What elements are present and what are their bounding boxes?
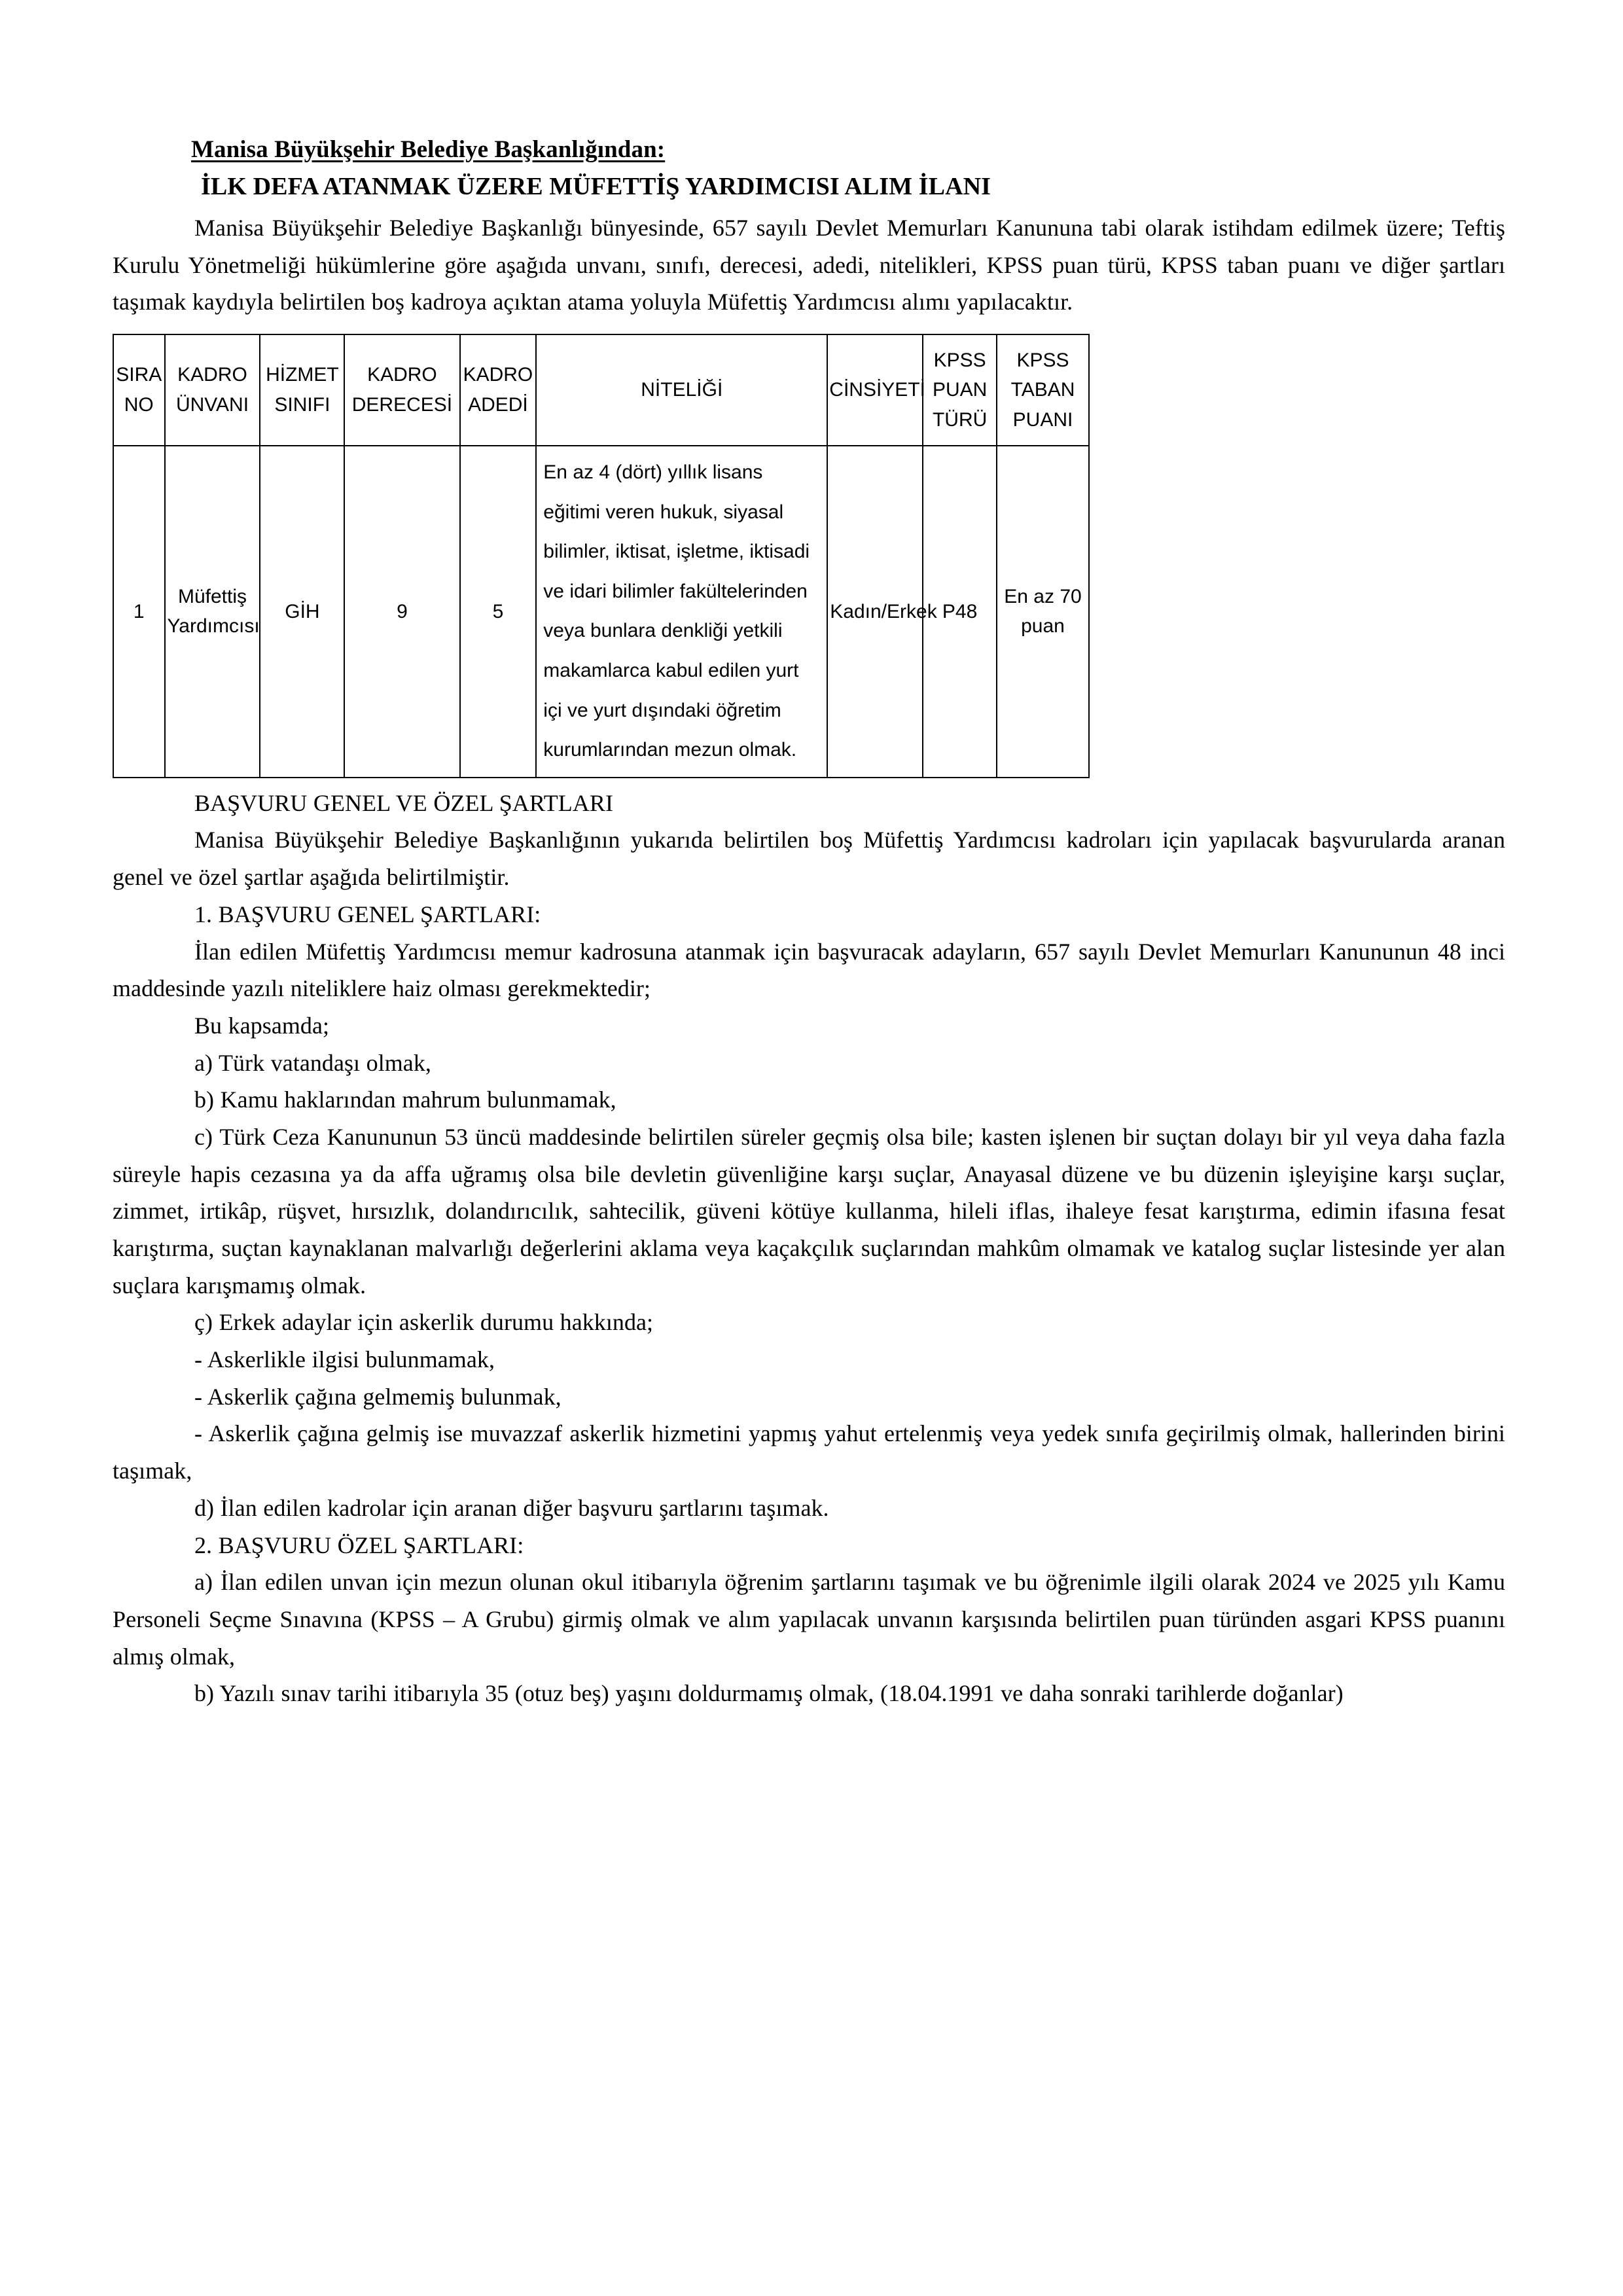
paragraph-genel-intro: İlan edilen Müfettiş Yardımcısı memur kadrosuna atanmak için başvuracak adayların, 657 sayılı Devlet Memurları Kanununun 48 inci maddesinde yazılı niteliklere haiz olması gerekmektedir;	[113, 938, 1505, 1002]
header-line-3: TÜRÜ	[932, 408, 988, 431]
cell-kadro-adedi: 5	[460, 446, 537, 778]
cell-line-1: Müfettiş	[177, 586, 247, 608]
cell-line-2: Yardımcısı	[167, 615, 260, 637]
header-line-1: KADRO	[463, 364, 533, 386]
kadro-table	[113, 334, 1090, 778]
list-item-askerlik-3: - Askerlik çağına gelmiş ise muvazzaf askerlik hizmetini yapmış yahut ertelenmiş veya yedek sınıfa geçirilmiş olmak, hallerinden birini taşımak,	[113, 1420, 1505, 1484]
list-item-d: d) İlan edilen kadrolar için aranan diğer başvuru şartlarını taşımak.	[194, 1494, 829, 1521]
header-line-2: ÜNVANI	[175, 394, 249, 416]
list-item-askerlik-2: - Askerlik çağına gelmemiş bulunmak,	[194, 1383, 562, 1410]
cell-sira-no: 1	[113, 446, 165, 778]
column-header-kadro-unvani	[165, 334, 260, 446]
list-item-c: c) Türk Ceza Kanununun 53 üncü maddesinde belirtilen süreler geçmiş olsa bile; kasten işlenen bir suçtan dolayı bir yıl veya daha fazla süreyle hapis cezasına ya da affa uğramış olsa bile devletin güvenliğine karşı suçlar, Anayasal düzene ve bu düzenin işleyişine karşı suçlar, zimmet, irtikâp, rüşvet, hırsızlık, dolandırıcılık, sahtecilik, güveni kötüye kullanma, hileli iflas, ihaleye fesat karıştırma, edimin ifasına fesat karıştırma, suçtan kaynaklanan malvarlığı değerlerini aklama veya kaçakçılık suçlarından mahkûm olmamak ve katalog suçlar listesinde yer alan suçlara karışmamış olmak.	[113, 1123, 1505, 1299]
cell-kpss-taban-puani	[997, 446, 1089, 778]
header-line-2: TABAN	[1010, 379, 1075, 401]
header-line-1: KPSS	[933, 349, 986, 371]
header-line-2: PUAN	[932, 379, 988, 401]
header-line-3: PUANI	[1012, 408, 1073, 431]
column-header-kpss-taban-puani	[997, 334, 1089, 446]
column-header-cinsiyeti: CİNSİYETİ	[827, 334, 923, 446]
paragraph-basvuru-intro: Manisa Büyükşehir Belediye Başkanlığının yukarıda belirtilen boş Müfettiş Yardımcısı kadroları için yapılacak başvurularda aranan genel ve özel şartlar aşağıda belirtilmiştir.	[113, 827, 1505, 891]
table-header-row	[113, 334, 1089, 446]
cell-line-1: En az 70	[1004, 586, 1082, 608]
table-row	[113, 446, 1089, 778]
column-header-niteligi: NİTELİĞİ	[536, 334, 827, 446]
cell-cinsiyeti: Kadın/Erkek	[827, 446, 923, 778]
column-header-sira-no	[113, 334, 165, 446]
column-header-kadro-adedi	[460, 334, 537, 446]
header-line-1: KPSS	[1016, 349, 1069, 371]
header-line-2: SINIFI	[274, 394, 330, 416]
header-line-1: KADRO	[177, 364, 247, 386]
page-title-announcement: İLK DEFA ATANMAK ÜZERE MÜFETTİŞ YARDIMCISI ALIM İLANI	[201, 172, 991, 200]
column-header-hizmet-sinifi	[260, 334, 344, 446]
list-item-ozel-a: a) İlan edilen unvan için mezun olunan okul itibarıyla öğrenim şartlarını taşımak ve bu öğrenimle ilgili olarak 2024 ve 2025 yılı Kamu Personeli Seçme Sınavına (KPSS – A Grubu) girmiş olmak ve alım yapılacak unvanın karşısında belirtilen puan türünden asgari KPSS puanını almış olmak,	[113, 1569, 1505, 1670]
column-header-kadro-derecesi	[344, 334, 459, 446]
cell-niteligi: En az 4 (dört) yıllık lisans eğitimi veren hukuk, siyasal bilimler, iktisat, işletme, iktisadi ve idari bilimler fakültelerinden veya bunlara denkliği yetkili makamlarca kabul edilen yurt içi ve yurt dışındaki öğretim kurumlarından mezun olmak.	[536, 446, 827, 778]
cell-kadro-unvani	[165, 446, 260, 778]
cell-kadro-derecesi: 9	[344, 446, 459, 778]
header-line-2: NO	[124, 394, 154, 416]
header-line-2: ADEDİ	[468, 394, 528, 416]
paragraph-bu-kapsamda: Bu kapsamda;	[194, 1012, 330, 1039]
section-heading-genel-sartlari: 1. BAŞVURU GENEL ŞARTLARI:	[194, 901, 541, 927]
section-heading-basvuru-genel-ozel: BAŞVURU GENEL VE ÖZEL ŞARTLARI	[194, 789, 613, 816]
intro-paragraph: Manisa Büyükşehir Belediye Başkanlığı bünyesinde, 657 sayılı Devlet Memurları Kanununa tabi olarak istihdam edilmek üzere; Teftiş Kurulu Yönetmeliği hükümlerine göre aşağıda unvanı, sınıfı, derecesi, adedi, nitelikleri, KPSS puan türü, KPSS taban puanı ve diğer şartları taşımak kaydıyla belirtilen boş kadroya açıktan atama yoluyla Müfettiş Yardımcısı alımı yapılacaktır.	[113, 214, 1505, 315]
page-title-organization: Manisa Büyükşehir Belediye Başkanlığından:	[191, 136, 666, 163]
cell-kpss-puan-turu: P48	[923, 446, 997, 778]
cell-hizmet-sinifi: GİH	[260, 446, 344, 778]
list-item-b: b) Kamu haklarından mahrum bulunmamak,	[194, 1086, 616, 1113]
list-item-ozel-b: b) Yazılı sınav tarihi itibarıyla 35 (otuz beş) yaşını doldurmamış olmak, (18.04.1991 ve daha sonraki tarihlerde doğanlar)	[194, 1680, 1344, 1707]
list-item-c-cedilla: ç) Erkek adaylar için askerlik durumu hakkında;	[194, 1309, 654, 1336]
header-line-1: KADRO	[367, 364, 437, 386]
section-heading-ozel-sartlari: 2. BAŞVURU ÖZEL ŞARTLARI:	[194, 1532, 524, 1558]
list-item-a: a) Türk vatandaşı olmak,	[194, 1049, 431, 1076]
list-item-askerlik-1: - Askerlikle ilgisi bulunmamak,	[194, 1346, 495, 1373]
header-line-1: HİZMET	[266, 364, 339, 386]
header-line-2: DERECESİ	[351, 394, 453, 416]
header-line-1: SIRA	[116, 364, 162, 386]
column-header-kpss-puan-turu	[923, 334, 997, 446]
cell-line-2: puan	[1021, 615, 1065, 637]
